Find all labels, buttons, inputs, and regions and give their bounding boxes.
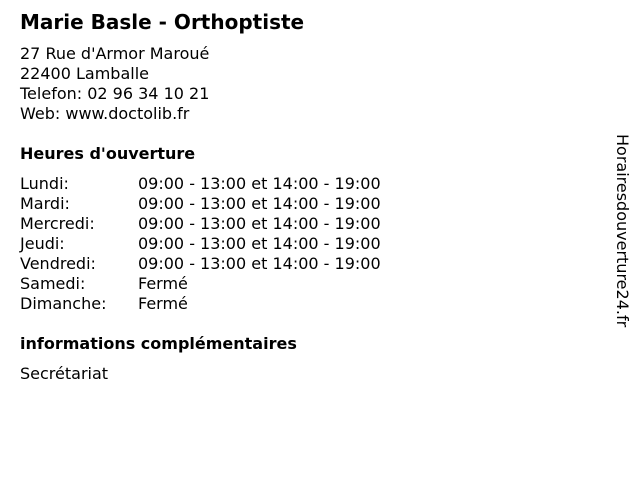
phone-number: Telefon: 02 96 34 10 21 (20, 84, 210, 103)
address-street: 27 Rue d'Armor Maroué (20, 44, 210, 63)
hours-time: 09:00 - 13:00 et 14:00 - 19:00 (138, 194, 381, 213)
website: Web: www.doctolib.fr (20, 104, 190, 123)
hours-day: Lundi: (20, 174, 69, 193)
hours-day: Jeudi: (20, 234, 65, 253)
site-watermark: Horairesdouverture24.fr (613, 134, 632, 328)
opening-hours-title: Heures d'ouverture (20, 144, 196, 163)
hours-time: Fermé (138, 294, 188, 313)
additional-info-text: Secrétariat (20, 364, 109, 383)
hours-time: 09:00 - 13:00 et 14:00 - 19:00 (138, 254, 381, 273)
page-title: Marie Basle - Orthoptiste (20, 10, 305, 34)
hours-day: Mardi: (20, 194, 70, 213)
address-city: 22400 Lamballe (20, 64, 149, 83)
hours-day: Dimanche: (20, 294, 107, 313)
hours-time: 09:00 - 13:00 et 14:00 - 19:00 (138, 214, 381, 233)
hours-time: 09:00 - 13:00 et 14:00 - 19:00 (138, 174, 381, 193)
address-block (20, 44, 209, 124)
hours-time: Fermé (138, 274, 188, 293)
hours-day: Samedi: (20, 274, 86, 293)
hours-time: 09:00 - 13:00 et 14:00 - 19:00 (138, 234, 381, 253)
hours-day: Vendredi: (20, 254, 96, 273)
additional-info-title: informations complémentaires (20, 334, 297, 353)
hours-day: Mercredi: (20, 214, 95, 233)
